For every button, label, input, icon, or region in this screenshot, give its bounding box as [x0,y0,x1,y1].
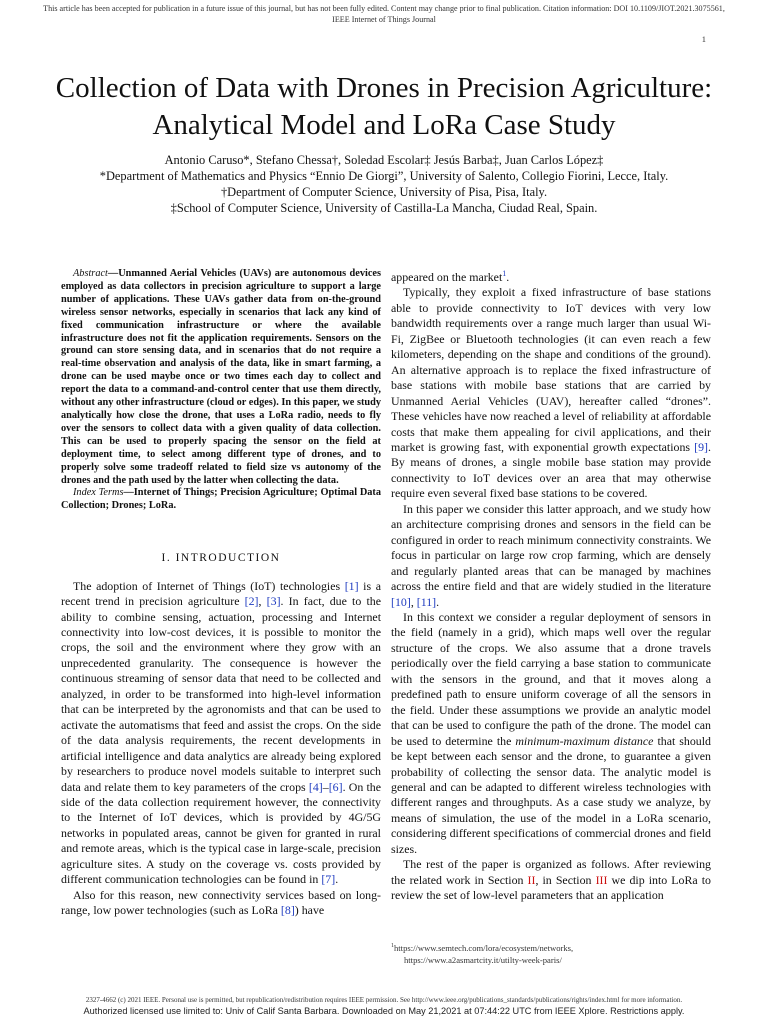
abstract-dash: — [107,268,119,279]
footnote-link[interactable]: 1 [502,269,507,279]
paragraph-2: Also for this reason, new connectivity services based on long-range, low power technologies (such as LoRa [8]) have [61,887,381,918]
abstract-text: Unmanned Aerial Vehicles (UAVs) are autonomous devices employed as data collectors in precision agriculture to support a large number of applications. These UAVs gather data from on-the-ground wireless sensor networks, especially in scenarios that lack any kind of fixed communication infrastructure or where the available infrastructure does not fit the application requirements. Sensors on the ground can store sensing data, and in scenarios that do not require a real-time observation and analysis of the data, like in smart farming, a drone can be used maybe once or two times each day to collect and report the data to a command-and-control center that use them directly, without any other infrastructure (cloud or edges). In this paper, we study analytically how close the drone, that uses a LoRa radio, needs to fly over the sensors to collect data with a given quality of data collection. This can be used to properly spacing the sensor on the field at deployment time, to select among different type of drones, and to properly solve some tradeoff related to field size vs autonomy of the drones and the path used by the latter when collecting the data. [61,268,381,486]
citation-link[interactable]: [11] [416,594,437,609]
abstract-label: Abstract [73,268,108,279]
citation-link[interactable]: [4] [308,779,323,794]
citation-link[interactable]: [10] [391,594,411,609]
section-link[interactable]: II [527,872,536,887]
paragraph-4: In this paper we consider this latter approach, and we study how an architecture comprising drones and sensors in the field can be configured in order to reach minimum connectivity constraints. We focus in particular on large row crop farming, which are densely and regularly planted areas that can be managed by machines across the entire field and that are widely studied in the literature [10], [11]. [391,501,711,609]
license-notice: Authorized licensed use limited to: Univ of Calif Santa Barbara. Downloaded on May 21,2021 at 07:44:22 UTC from IEEE Xplore. Restrictions apply. [83,1006,685,1016]
paragraph-3: Typically, they exploit a fixed infrastructure of base stations able to provide connectivity to IoT devices with very low bandwidth requirements over a range much larger than usual Wi-Fi, ZigBee or Bluetooth technologies (it can even reach a few kilometers, depending on the shape and conditions of the ground). An alternative approach is to replace the fixed infrastructure of base stations with mobile base stations that are carried by Unmanned Aerial Vehicles (UAV), hereafter called “drones”. These vehicles have now reached a level of reliability at affordable costs that make them appealing for civil applications, and their market is growing fast, with exponential growth expectations [9]. By means of drones, a single mobile base station may provide connectivity to IoT devices over an area that may otherwise require even several fixed base stations to be covered. [391,285,711,501]
paragraph-6: The rest of the paper is organized as follows. After reviewing the related work in Section II, in Section III we dip into LoRa to review the set of low-level parameters that an application [391,857,711,903]
author-names: Antonio Caruso*, Stefano Chessa†, Soledad Escolar‡ Jesús Barba‡, Juan Carlos López‡ [164,153,604,167]
section-link[interactable]: III [595,872,608,887]
author-block [30,152,738,216]
citation-link[interactable]: [2] [244,594,259,609]
citation-link[interactable]: [1] [344,578,359,593]
affiliation-1: *Department of Mathematics and Physics “Ennio De Giorgi”, University of Salento, Collegio Fiorini, Lecce, Italy. [99,169,669,183]
right-column [391,270,711,904]
citation-link[interactable]: [7] [321,872,336,887]
left-column [61,268,381,919]
index-terms-text: Internet of Things; Precision Agriculture; Optimal Data Collection; Drones; LoRa. [61,487,382,512]
citation-link[interactable]: [8] [280,903,295,918]
index-terms [61,487,381,513]
footnote [391,942,711,966]
affiliation-2: †Department of Computer Science, University of Pisa, Pisa, Italy. [220,185,548,199]
affiliation-3: ‡School of Computer Science, University of Castilla-La Mancha, Ciudad Real, Spain. [170,201,598,215]
abstract [61,268,381,487]
paragraph-5: In this context we consider a regular deployment of sensors in the field (namely in a grid), which maps well over the regular structure of the crops. We also assume that a drone travels periodically over the field carrying a base station to communicate with the sensors in the ground, and that it moves along a predefined path to ensure uniform coverage of all the sensors in the field. Under these assumptions we provide an analytic model that can be used to configure the path of the drone. The model can be used to determine the minimum-maximum distance that should be kept between each sensor and the drone, to guarantee a given probability of collecting the sensor data. The analytic model is general and can be adapted to different wireless technologies with different ranges and throughputs. As a case study we analyze, by means of simulation, the use of the model in a LoRa scenario, considering different specifications of commercial drones and field sizes. [391,609,711,856]
citation-link[interactable]: [6] [328,779,343,794]
emphasis: minimum-maximum distance [515,733,654,748]
footnote-url-2[interactable]: https://www.a2asmartcity.it/utilty-week-paris/ [404,955,562,965]
footnote-number: 1 [391,943,394,950]
index-terms-label: Index Terms [73,487,124,499]
page-number: 1 [701,34,706,44]
citation-link[interactable]: [3] [266,594,281,609]
footnote-url-1[interactable]: https://www.semtech.com/lora/ecosystem/networks, [394,943,574,953]
index-terms-dash: — [123,487,134,499]
copyright-notice: 2327-4662 (c) 2021 IEEE. Personal use is permitted, but republication/redistribution requires IEEE permission. See http://www.ieee.org/publications_standards/publications/rights/index.html for more information. [85,996,683,1004]
citation-link[interactable]: [9] [694,439,709,454]
paragraph-1: The adoption of Internet of Things (IoT) technologies [1] is a recent trend in precision agriculture [2], [3]. In fact, due to the ability to combine sensing, actuation, processing and Internet connectivity into low-cost devices, it is possible to monitor the crops, the soil and the environment where they grow with an unprecedented granularity. The consequence is however the continuous streaming of sensor data that need to be collected and analyzed, in order to be transformed into high-level information that can be interpreted by the agronomists and that can be used to activate the automatisms that feed and assist the crops. On the side of the data analysis requirements, the recent developments in artificial intelligence and data analytics are already being explored by researchers to produce novel models suitable to interpret such data and relate them to key parameters of the crops [4]–[6]. On the side of the data collection requirement however, the connectivity to the Internet of IoT devices, which is provided by 4G/5G networks in populated areas, cannot be given for granted in rural and remote areas, which is the typical case in large-scale, precision agriculture sites. A study on the coverage vs. costs provided by different communication technologies can be found in [7]. [61,578,382,887]
paragraph-2-continued: appeared on the market$^1$. [391,269,510,284]
journal-notice: This article has been accepted for publication in a future issue of this journal, but has not been fully edited. Content may change prior to final publication. Citation information: DOI 10.1109/JIOT.2021.3075561, IEEE Internet of Things Journal [43,4,725,24]
paper-title: Collection of Data with Drones in Precision Agriculture: Analytical Model and LoRa Case Study [55,72,713,141]
section-heading-introduction: I. INTRODUCTION [161,552,281,565]
